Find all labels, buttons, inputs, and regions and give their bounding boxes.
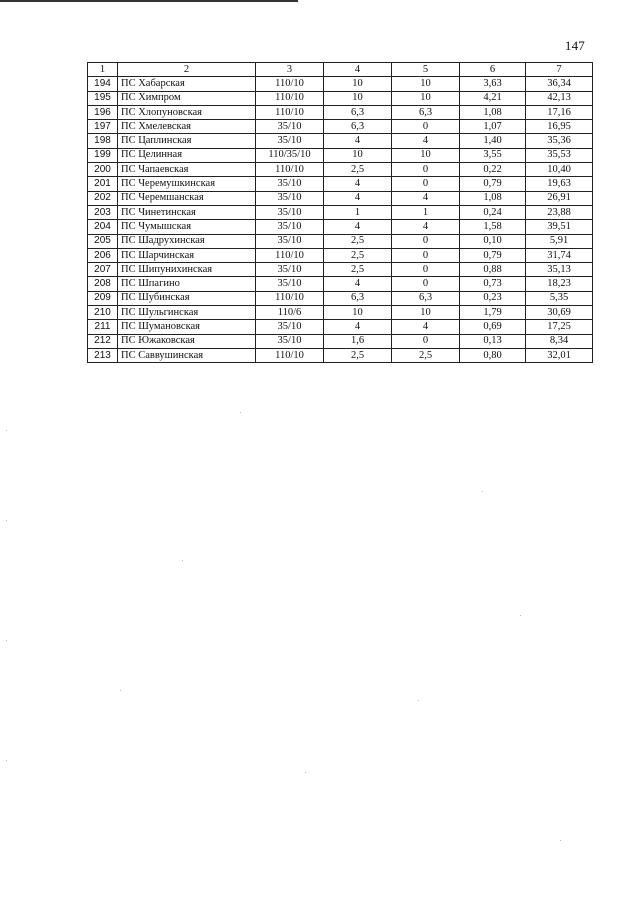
table-row [88, 263, 593, 277]
voltage-class: 110/35/10 [256, 148, 324, 162]
transformer-1-power: 1 [324, 205, 392, 219]
table-row [88, 148, 593, 162]
load-percent: 30,69 [526, 306, 593, 320]
scan-speck [120, 690, 121, 691]
scan-speck [482, 491, 483, 492]
scan-speck [6, 760, 7, 761]
load-percent: 36,34 [526, 77, 593, 91]
load-percent: 19,63 [526, 177, 593, 191]
load-percent: 5,35 [526, 291, 593, 305]
transformer-1-power: 10 [324, 77, 392, 91]
scan-speck [182, 560, 183, 561]
transformer-2-power: 1 [392, 205, 460, 219]
column-header: 2 [118, 63, 256, 77]
load-value: 1,40 [460, 134, 526, 148]
transformer-2-power: 0 [392, 277, 460, 291]
transformer-2-power: 0 [392, 234, 460, 248]
transformer-2-power: 10 [392, 306, 460, 320]
table-row [88, 77, 593, 91]
load-percent: 8,34 [526, 334, 593, 348]
transformer-2-power: 0 [392, 177, 460, 191]
table-row [88, 191, 593, 205]
voltage-class: 35/10 [256, 263, 324, 277]
voltage-class: 110/10 [256, 248, 324, 262]
scan-speck [240, 412, 241, 413]
transformer-1-power: 10 [324, 91, 392, 105]
load-value: 4,21 [460, 91, 526, 105]
transformer-1-power: 4 [324, 220, 392, 234]
row-number: 210 [88, 306, 118, 320]
transformer-2-power: 6,3 [392, 291, 460, 305]
load-percent: 17,25 [526, 320, 593, 334]
voltage-class: 35/10 [256, 177, 324, 191]
load-percent: 17,16 [526, 105, 593, 119]
load-value: 0,69 [460, 320, 526, 334]
transformer-1-power: 6,3 [324, 105, 392, 119]
table-row [88, 248, 593, 262]
load-percent: 35,36 [526, 134, 593, 148]
row-number: 203 [88, 205, 118, 219]
substation-name: ПС Шубинская [118, 291, 256, 305]
row-number: 202 [88, 191, 118, 205]
table-row [88, 163, 593, 177]
substation-name: ПС Шульгинская [118, 306, 256, 320]
substation-name: ПС Шарчинская [118, 248, 256, 262]
transformer-1-power: 2,5 [324, 348, 392, 362]
substation-name: ПС Шпагино [118, 277, 256, 291]
voltage-class: 35/10 [256, 277, 324, 291]
row-number: 199 [88, 148, 118, 162]
transformer-1-power: 4 [324, 177, 392, 191]
voltage-class: 35/10 [256, 220, 324, 234]
row-number: 209 [88, 291, 118, 305]
substation-name: ПС Чумышская [118, 220, 256, 234]
table-row [88, 334, 593, 348]
transformer-2-power: 4 [392, 320, 460, 334]
transformer-1-power: 4 [324, 277, 392, 291]
substation-name: ПС Шадрухинская [118, 234, 256, 248]
voltage-class: 110/10 [256, 91, 324, 105]
table-row [88, 177, 593, 191]
transformer-2-power: 6,3 [392, 105, 460, 119]
substation-name: ПС Южаковская [118, 334, 256, 348]
table-row [88, 105, 593, 119]
row-number: 204 [88, 220, 118, 234]
load-percent: 5,91 [526, 234, 593, 248]
voltage-class: 110/10 [256, 77, 324, 91]
substation-name: ПС Чапаевская [118, 163, 256, 177]
load-value: 1,07 [460, 120, 526, 134]
substation-name: ПС Шумановская [118, 320, 256, 334]
load-value: 3,63 [460, 77, 526, 91]
transformer-2-power: 0 [392, 248, 460, 262]
transformer-1-power: 6,3 [324, 291, 392, 305]
transformer-2-power: 10 [392, 77, 460, 91]
voltage-class: 110/6 [256, 306, 324, 320]
transformer-2-power: 4 [392, 191, 460, 205]
row-number: 208 [88, 277, 118, 291]
table-row [88, 134, 593, 148]
voltage-class: 35/10 [256, 320, 324, 334]
column-header: 1 [88, 63, 118, 77]
header-row [88, 63, 593, 77]
load-percent: 35,53 [526, 148, 593, 162]
substation-name: ПС Шипунихинская [118, 263, 256, 277]
table-row [88, 220, 593, 234]
row-number: 195 [88, 91, 118, 105]
transformer-1-power: 2,5 [324, 163, 392, 177]
load-value: 1,79 [460, 306, 526, 320]
column-header: 3 [256, 63, 324, 77]
column-header: 4 [324, 63, 392, 77]
substation-name: ПС Чинетинская [118, 205, 256, 219]
transformer-2-power: 2,5 [392, 348, 460, 362]
row-number: 207 [88, 263, 118, 277]
transformer-2-power: 4 [392, 220, 460, 234]
row-number: 200 [88, 163, 118, 177]
transformer-2-power: 0 [392, 334, 460, 348]
load-value: 0,10 [460, 234, 526, 248]
table-row [88, 291, 593, 305]
scan-speck [6, 640, 7, 641]
row-number: 196 [88, 105, 118, 119]
substation-name: ПС Саввушинская [118, 348, 256, 362]
transformer-1-power: 4 [324, 134, 392, 148]
load-value: 0,22 [460, 163, 526, 177]
voltage-class: 110/10 [256, 163, 324, 177]
scan-speck [6, 520, 7, 521]
transformer-2-power: 0 [392, 120, 460, 134]
transformer-1-power: 4 [324, 320, 392, 334]
substation-name: ПС Химпром [118, 91, 256, 105]
table-row [88, 234, 593, 248]
voltage-class: 35/10 [256, 134, 324, 148]
transformer-1-power: 10 [324, 148, 392, 162]
load-percent: 31,74 [526, 248, 593, 262]
transformer-1-power: 4 [324, 191, 392, 205]
row-number: 201 [88, 177, 118, 191]
substation-name: ПС Цаплинская [118, 134, 256, 148]
load-value: 0,79 [460, 177, 526, 191]
transformer-1-power: 1,6 [324, 334, 392, 348]
substation-name: ПС Хлопуновская [118, 105, 256, 119]
load-percent: 35,13 [526, 263, 593, 277]
transformer-1-power: 2,5 [324, 248, 392, 262]
table-row [88, 320, 593, 334]
scan-speck [305, 772, 306, 773]
transformer-1-power: 2,5 [324, 263, 392, 277]
row-number: 206 [88, 248, 118, 262]
load-value: 0,79 [460, 248, 526, 262]
row-number: 198 [88, 134, 118, 148]
load-percent: 32,01 [526, 348, 593, 362]
column-header: 5 [392, 63, 460, 77]
transformer-2-power: 4 [392, 134, 460, 148]
load-value: 0,23 [460, 291, 526, 305]
load-percent: 23,88 [526, 205, 593, 219]
voltage-class: 35/10 [256, 205, 324, 219]
load-value: 0,80 [460, 348, 526, 362]
transformer-1-power: 10 [324, 306, 392, 320]
row-number: 205 [88, 234, 118, 248]
load-value: 0,13 [460, 334, 526, 348]
voltage-class: 110/10 [256, 291, 324, 305]
substation-name: ПС Целинная [118, 148, 256, 162]
transformer-2-power: 10 [392, 91, 460, 105]
table-row [88, 91, 593, 105]
load-percent: 42,13 [526, 91, 593, 105]
load-percent: 16,95 [526, 120, 593, 134]
substation-name: ПС Черемушкинская [118, 177, 256, 191]
load-value: 1,08 [460, 105, 526, 119]
row-number: 213 [88, 348, 118, 362]
table-body [88, 77, 593, 363]
table-row [88, 120, 593, 134]
transformer-1-power: 2,5 [324, 234, 392, 248]
substation-table [87, 62, 593, 363]
load-value: 0,88 [460, 263, 526, 277]
load-value: 1,58 [460, 220, 526, 234]
table-row [88, 348, 593, 362]
voltage-class: 35/10 [256, 191, 324, 205]
table-row [88, 306, 593, 320]
load-value: 0,24 [460, 205, 526, 219]
substation-name: ПС Хабарская [118, 77, 256, 91]
voltage-class: 110/10 [256, 105, 324, 119]
scan-speck [520, 615, 521, 616]
load-value: 0,73 [460, 277, 526, 291]
load-percent: 10,40 [526, 163, 593, 177]
load-value: 1,08 [460, 191, 526, 205]
load-percent: 26,91 [526, 191, 593, 205]
voltage-class: 110/10 [256, 348, 324, 362]
row-number: 197 [88, 120, 118, 134]
row-number: 194 [88, 77, 118, 91]
column-header: 7 [526, 63, 593, 77]
top-rule [0, 0, 298, 2]
load-percent: 39,51 [526, 220, 593, 234]
load-percent: 18,23 [526, 277, 593, 291]
table-row [88, 205, 593, 219]
voltage-class: 35/10 [256, 234, 324, 248]
table-row [88, 277, 593, 291]
scan-speck [6, 430, 7, 431]
scan-speck [560, 840, 561, 841]
transformer-2-power: 0 [392, 263, 460, 277]
substation-name: ПС Черемшанская [118, 191, 256, 205]
transformer-2-power: 10 [392, 148, 460, 162]
load-value: 3,55 [460, 148, 526, 162]
page-number: 147 [564, 38, 585, 53]
transformer-2-power: 0 [392, 163, 460, 177]
transformer-1-power: 6,3 [324, 120, 392, 134]
row-number: 212 [88, 334, 118, 348]
row-number: 211 [88, 320, 118, 334]
column-header: 6 [460, 63, 526, 77]
voltage-class: 35/10 [256, 120, 324, 134]
voltage-class: 35/10 [256, 334, 324, 348]
substation-name: ПС Хмелевская [118, 120, 256, 134]
scan-speck [418, 700, 419, 701]
